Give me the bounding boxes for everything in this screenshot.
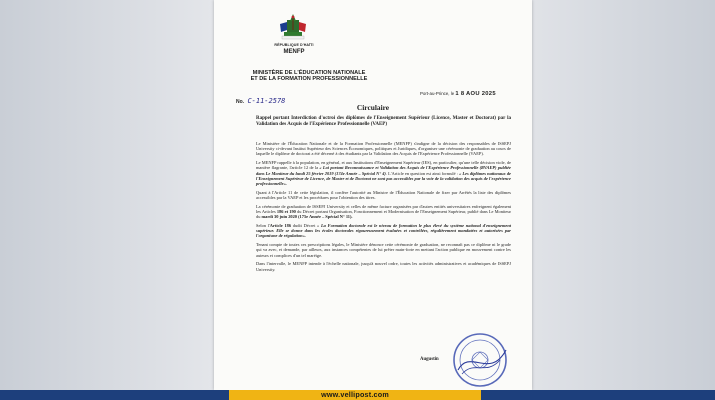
official-stamp-icon: [450, 330, 510, 390]
reference-value: C-11-2578: [247, 97, 286, 105]
paragraph-5: [256, 223, 511, 239]
paragraph-1: Le Ministère de l'Éducation Nationale et de la Formation Professionnelle (MENFP) s'indigne de la décision des responsables de ISSEPJ University ci-devant Institut Supérieur des Sciences Économiques, politiques et Juridiques, d'organiser une cérémonie de graduation au cours de laquelle le diplôme de doctorat a été décerné à des étudiants par la Validation des Acquis de l'Expérience Professionnelle (VAEP).: [256, 141, 511, 157]
document-body: [256, 141, 511, 275]
signatory-name: Augustin: [420, 357, 439, 362]
republic-label: RÉPUBLIQUE D'HAÏTI: [274, 43, 314, 47]
document-subject: Rappel portant Interdiction d'octroi des diplômes de l'Enseignement Supérieur (Licence, Master et Doctorat) par la Validation des Acquis de l'Expérience Professionnelle (VAEP): [256, 116, 511, 127]
paragraph-4-d: mardi 30 juin 2020 (175e Année – Spécial N° 11).: [261, 214, 353, 220]
menfp-label: MENFP: [283, 49, 305, 55]
paragraph-2-c: . L'Article en question est ainsi formulé :: [385, 170, 460, 176]
paragraph-5-c: dudit Décret «: [291, 223, 321, 229]
paragraph-5-a: Selon l': [256, 223, 270, 229]
paragraph-5-b: Article 186: [269, 223, 292, 229]
paragraph-7: Dans l'intervalle, le MENFP intende à l'échelle nationale, jusqu'à nouvel ordre, toutes les activités administratives et académiques de ISSEPJ University.: [256, 261, 511, 272]
ministry-line-1: MINISTÈRE DE L'ÉDUCATION NATIONALE: [252, 70, 366, 76]
coat-of-arms-icon: [276, 14, 310, 40]
paragraph-2-d: « Les diplômes nationaux de l'Enseignement Supérieur de Licence, de Master et de Doctorat ne sont pas accessibles par la voie de la validation des acquis de l'expérience professionnelle».: [256, 170, 511, 187]
ministry-name: [234, 70, 384, 83]
paragraph-3: Quant à l'Article 11 de cette législation, il confère l'autorité au Ministre de l'Éducation Nationale de fixer par Arrêtés la liste des diplômes accessibles par la VAEP et les procédures pour l'obtention des titres.: [256, 189, 511, 201]
source-url[interactable]: www.vellipost.com: [229, 390, 481, 400]
circular-document: [214, 0, 532, 390]
document-title: Circulaire: [356, 103, 390, 112]
paragraph-4-a: La cérémonie de graduation de ISSEPJ University et celles de même facture organisées par d'autres entités universitaires enfreignent également les Articles: [256, 203, 511, 215]
paragraph-4-b: 186 et 190: [276, 209, 296, 215]
paragraph-4: [256, 204, 511, 220]
paragraph-2-b: « Loi portant Reconnaissance et Validation des Acquis de l'Expérience Professionnelle (RVAEP) publiée dans Le Moniteur du lundi 25 février 2019 (174e Année – Spécial N° 4): [256, 165, 511, 176]
paragraph-5-d: La Formation doctorale est le niveau de formation le plus élevé du système national d'enseignement supérieur. Elle se donne dans les écoles doctorales rigoureusement évaluées et contrôlées, régulièrement mandatées et autorisées par l'organisme de régulation».: [256, 223, 511, 239]
reference-label: No.: [236, 99, 245, 105]
paragraph-4-c: du Décret portant Organisation, Fonctionnement et Modernisation de l'Enseignement Supérieur, publié dans Le Moniteur du: [256, 209, 511, 220]
paragraph-2-a: Le MENFP rappelle à la population, en général, et aux Institutions d'Enseignement Supérieur (IES), en particulier, qu'une telle décision viole, de manière flagrante, l'article 12 de la: [256, 160, 511, 171]
ministry-line-2: ET DE LA FORMATION PROFESSIONNELLE: [250, 76, 368, 83]
date-value: 1 8 AOU 2025: [455, 91, 496, 97]
document-date: [420, 91, 496, 97]
paragraph-2: [256, 160, 511, 186]
date-place: Port-au-Prince, le: [420, 91, 455, 96]
paragraph-6: Tenant compte de toutes ces prescriptions légales, le Ministère dénonce cette cérémonie de graduation, ne reconnaît pas ce diplôme ni le grade qui va avec, et demande, par ailleurs, aux instances compétentes de lui prêter main-forte en mettant l'action publique en mouvement contre les auteurs et complices d'un tel maréige.: [256, 242, 511, 258]
